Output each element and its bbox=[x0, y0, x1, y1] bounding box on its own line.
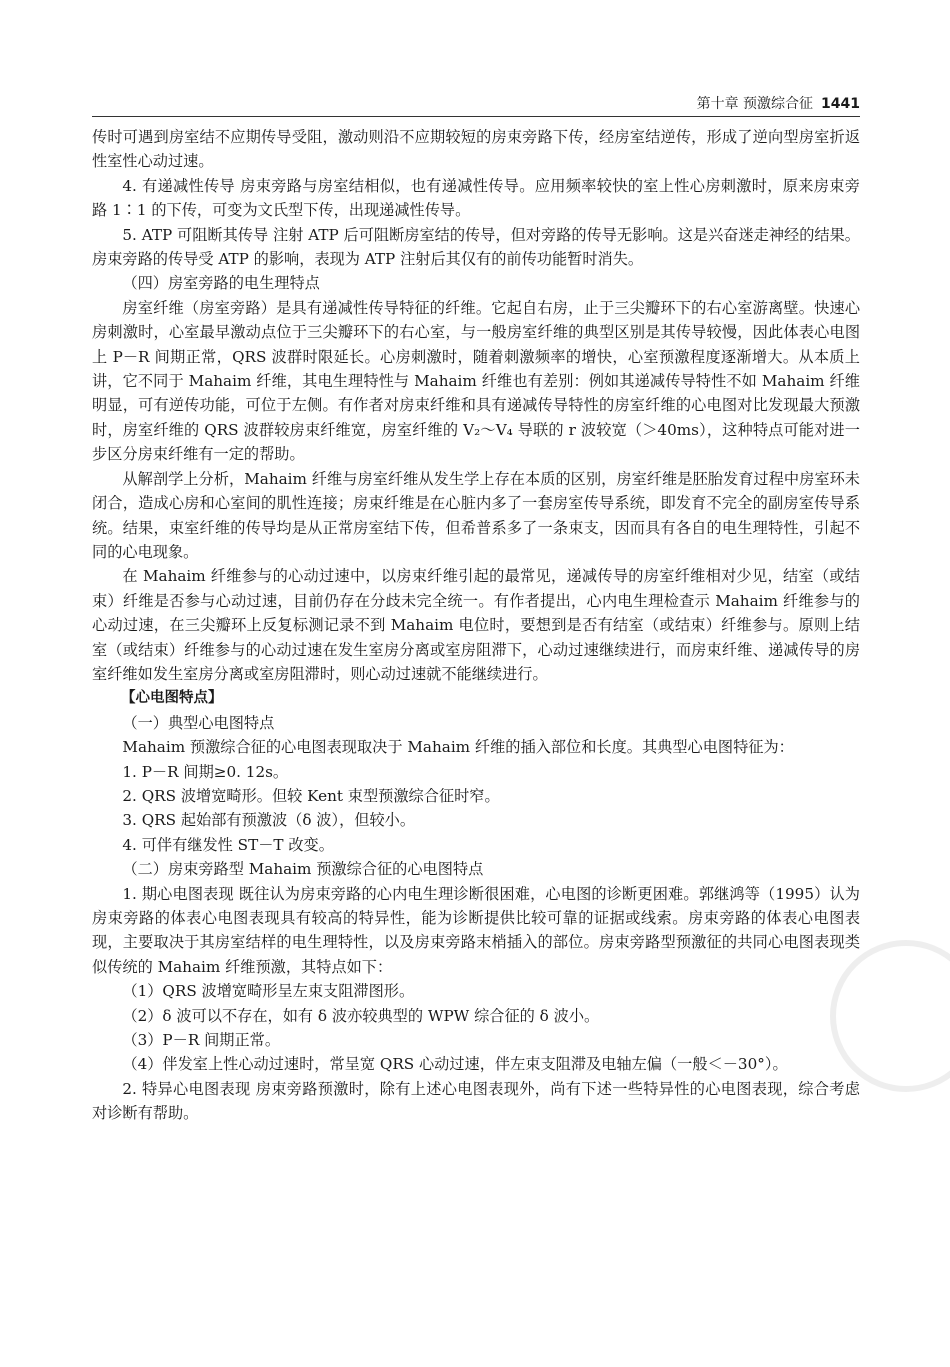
list-item: 3. QRS 起始部有预激波（δ 波），但较小。 bbox=[122, 811, 416, 830]
list-item: （4）伴发室上性心动过速时，常呈宽 QRS 心动过速，伴左束支阻滞及电轴左偏（一般＜－30°）。 bbox=[122, 1055, 788, 1074]
list-item: 2. QRS 波增宽畸形。但较 Kent 束型预激综合征时窄。 bbox=[122, 786, 500, 805]
paragraph: 2. 特异心电图表现 房束旁路预激时，除有上述心电图表现外，尚有下述一些特异性的心电图表现，综合考虑对诊断有帮助。 bbox=[92, 1079, 860, 1123]
body-text bbox=[92, 125, 860, 1126]
paragraph: 1. 期心电图表现 既往认为房束旁路的心内电生理诊断很困难，心电图的诊断更困难。郭继鸿等（1995）认为房束旁路的体表心电图表现具有较高的特异性，能为诊断提供比较可靠的证据或线索。房束旁路的体表心电图表现，主要取决于其房室结样的电生理特性，以及房束旁路末梢插入的部位。房束旁路型预激征的共同心电图表现类似传统的 Mahaim 纤维预激，其特点如下： bbox=[92, 884, 860, 976]
list-item: 1. P－R 间期≥0. 12s。 bbox=[122, 762, 289, 781]
document-page bbox=[92, 92, 860, 1126]
paragraph: Mahaim 预激综合征的心电图表现取决于 Mahaim 纤维的插入部位和长度。其典型心电图特征为： bbox=[122, 738, 794, 757]
ecg-heading: 【心电图特点】 bbox=[121, 690, 223, 707]
paragraph: 传时可遇到房室结不应期传导受阻，激动则沿不应期较短的房束旁路下传，经房室结逆传，形成了逆向型房室折返性室性心动过速。 bbox=[92, 128, 860, 171]
paragraph: 5. ATP 可阻断其传导 注射 ATP 后可阻断房室结的传导，但对旁路的传导无影响。这是兴奋迷走神经的结果。房束旁路的传导受 ATP 的影响，表现为 ATP 注射后其仅有的前传功能暂时消失。 bbox=[92, 225, 860, 269]
chapter-title: 第十章 预激综合征 bbox=[696, 96, 814, 112]
header-right bbox=[697, 93, 860, 113]
page-number: 1441 bbox=[821, 96, 860, 112]
list-item: （2）δ 波可以不存在，如有 δ 波亦较典型的 WPW 综合征的 δ 波小。 bbox=[122, 1006, 600, 1025]
section-heading: （四）房室旁路的电生理特点 bbox=[122, 274, 320, 293]
list-item: （3）P－R 间期正常。 bbox=[122, 1031, 281, 1050]
paragraph: 房室纤维（房室旁路）是具有递减性传导特征的纤维。它起自右房，止于三尖瓣环下的右心室游离壁。快速心房刺激时，心室最早激动点位于三尖瓣环下的右心室，与一般房室纤维的典型区别是其传导较慢，因此体表心电图上 P－R 间期正常，QRS 波群时限延长。心房刺激时，随着刺激频率的增快，心室预激程度逐渐增大。从本质上讲，它不同于 Mahaim 纤维，其电生理特性与 Mahaim 纤维也有差别：例如其递减传导特性不如 Mahaim 纤维明显，可有逆传功能，可位于左侧。有作者对房束纤维和具有递减传导特性的房室纤维的心电图对比发现最大预激时，房室纤维的 QRS 波群较房束纤维宽，房室纤维的 V₂～V₄ 导联的 r 波较宽（＞40ms），这种特点可能对进一步区分房束纤维有一定的帮助。 bbox=[92, 298, 860, 464]
paragraph: 从解剖学上分析，Mahaim 纤维与房室纤维从发生学上存在本质的区别，房室纤维是胚胎发育过程中房室环未闭合，造成心房和心室间的肌性连接；房束纤维是在心脏内多了一套房室传导系统，即发育不完全的副房室传导系统。结果，束室纤维的传导均是从正常房室结下传，但希普系多了一条束支，因而具有各自的电生理特性，引起不同的心电现象。 bbox=[92, 469, 860, 561]
running-header bbox=[92, 92, 860, 117]
paragraph: 4. 有递减性传导 房束旁路与房室结相似，也有递减性传导。应用频率较快的室上性心房刺激时，原来房束旁路 1∶1 的下传，可变为文氏型下传，出现递减性传导。 bbox=[92, 176, 860, 220]
list-item: （1）QRS 波增宽畸形呈左束支阻滞图形。 bbox=[122, 982, 415, 1001]
subsection-heading: （一）典型心电图特点 bbox=[122, 713, 275, 732]
list-item: 4. 可伴有继发性 ST－T 改变。 bbox=[122, 835, 334, 854]
paragraph: 在 Mahaim 纤维参与的心动过速中，以房束纤维引起的最常见，递减传导的房室纤维相对少见，结室（或结束）纤维是否参与心动过速，目前仍存在分歧未完全统一。有作者提出，心内电生理检查示 Mahaim 纤维参与的心动过速，在三尖瓣环上反复标测记录不到 Mahaim 电位时，要想到是否有结室（或结束）纤维参与。原则上结室（或结束）纤维参与的心动过速在发生室房分离或室房阻滞下，心动过速继续进行，而房束纤维、递减传导的房室纤维如发生室房分离或室房阻滞时，则心动过速就不能继续进行。 bbox=[92, 567, 860, 683]
subsection-heading: （二）房束旁路型 Mahaim 预激综合征的心电图特点 bbox=[122, 860, 484, 879]
